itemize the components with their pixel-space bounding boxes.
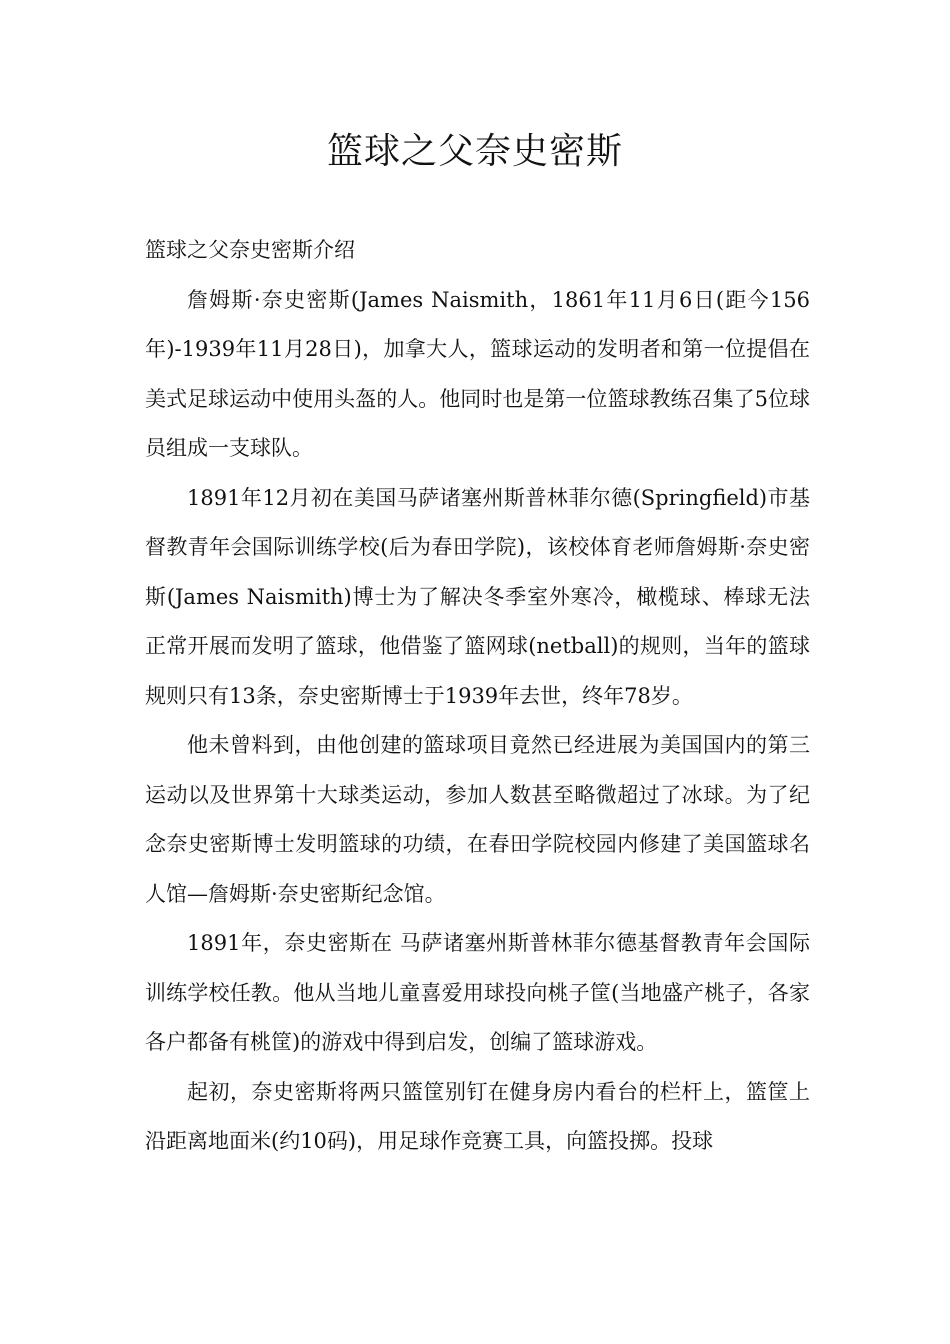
paragraph-1: 詹姆斯·奈史密斯(James Naismith，1861年11月6日(距今156年)-1939年11月28日)，加拿大人，篮球运动的发明者和第一位提倡在美式足球运动中使用头盔的人。他同时也是第一位篮球教练召集了5位球员组成一支球队。 xyxy=(145,287,810,460)
paragraph-2: 1891年12月初在美国马萨诸塞州斯普林菲尔德(Springfield)市基督教青年会国际训练学校(后为春田学院)，该校体育老师詹姆斯·奈史密斯(James Naismith)博士为了解决冬季室外寒冷，橄榄球、棒球无法正常开展而发明了篮球，他借鉴了篮网球(netball)的规则，当年的篮球规则只有13条，奈史密斯博士于1939年去世，终年78岁。 xyxy=(145,485,810,708)
document-body xyxy=(145,226,810,1167)
page-title: 篮球之父奈史密斯 xyxy=(326,131,623,172)
paragraph-5: 起初，奈史密斯将两只篮筐别钉在健身房内看台的栏杆上，篮筐上沿距离地面米(约10码)，用足球作竞赛工具，向篮投掷。投球 xyxy=(145,1079,810,1153)
paragraph-4: 1891年，奈史密斯在 马萨诸塞州斯普林菲尔德基督教青年会国际训练学校任教。他从当地儿童喜爱用球投向桃子筐(当地盛产桃子，各家各户都备有桃筐)的游戏中得到启发，创编了篮球游戏。 xyxy=(145,931,810,1054)
paragraph-3: 他未曾料到，由他创建的篮球项目竟然已经进展为美国国内的第三运动以及世界第十大球类运动，参加人数甚至略微超过了冰球。为了纪念奈史密斯博士发明篮球的功绩，在春田学院校园内修建了美国篮球名人馆—詹姆斯·奈史密斯纪念馆。 xyxy=(145,733,810,906)
section-heading: 篮球之父奈史密斯介绍 xyxy=(145,238,355,262)
